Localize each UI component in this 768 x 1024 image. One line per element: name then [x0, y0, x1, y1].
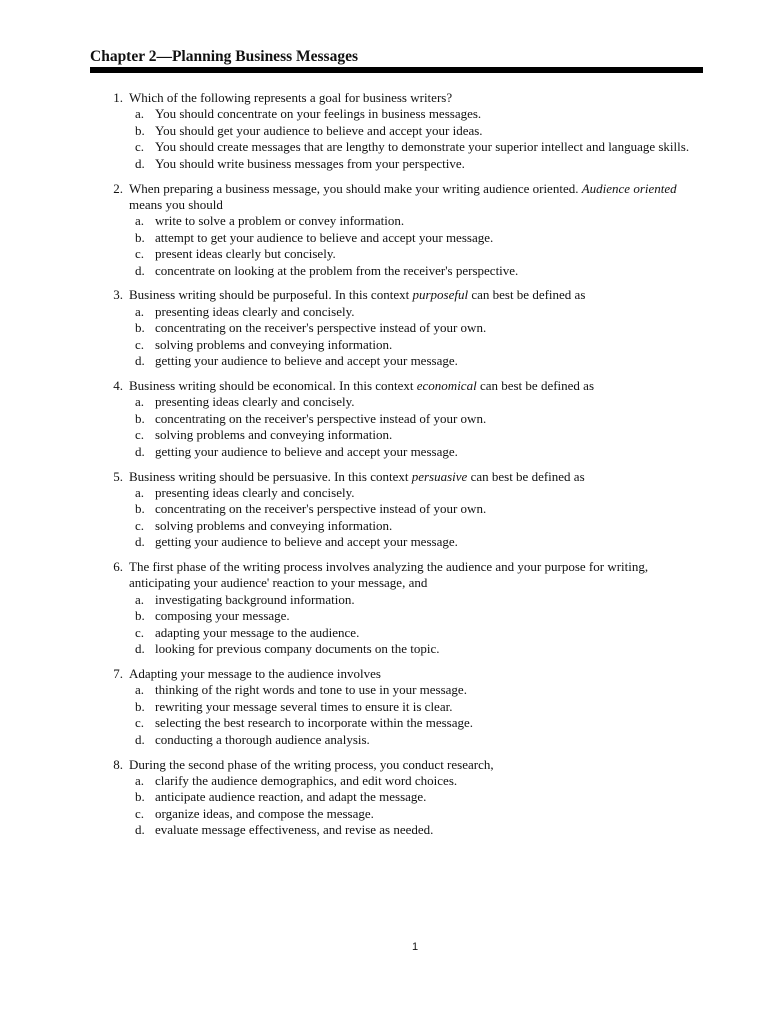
option-letter-text: b.	[135, 789, 145, 805]
answer-option	[90, 732, 703, 748]
stem-term-italic: Audience oriented	[581, 180, 677, 196]
option-letter	[90, 789, 155, 805]
stem-term-italic: economical	[416, 378, 477, 393]
question-number-text: 8.	[113, 756, 123, 772]
question-number-text: 3.	[113, 287, 123, 303]
option-text: You should concentrate on your feelings in business messages.	[155, 106, 482, 122]
option-letter-text: b.	[135, 410, 145, 426]
option-letter	[90, 123, 155, 139]
option-letter-text: a.	[135, 213, 145, 229]
answer-option	[90, 156, 703, 172]
answer-option	[90, 230, 703, 246]
option-text: conducting a thorough audience analysis.	[155, 731, 370, 747]
stem-text: Which of the following represents a goal for business writers?	[129, 90, 453, 105]
option-letter-text: c.	[135, 246, 145, 262]
option-letter-text: c.	[135, 715, 145, 731]
stem-text: When preparing a business message, you should make your writing audience oriented.	[129, 180, 582, 196]
question-row	[90, 378, 703, 394]
option-letter-text: a.	[135, 772, 145, 788]
option-letter	[90, 427, 155, 443]
answer-option	[90, 139, 703, 155]
stem-text: can best be defined as	[476, 378, 594, 393]
page-header	[90, 48, 703, 73]
question-number	[90, 469, 129, 485]
option-letter-text: a.	[135, 484, 145, 500]
answer-option	[90, 394, 703, 410]
option-letter	[90, 353, 155, 369]
option-list	[90, 394, 703, 460]
stem-text: can best be defined as	[467, 468, 585, 484]
option-letter-text: c.	[135, 427, 145, 443]
option-letter	[90, 213, 155, 229]
option-text: solving problems and conveying information.	[155, 427, 393, 443]
stem-term-italic: purposeful	[412, 287, 469, 303]
stem-text: Business writing should be purposeful. In this context	[129, 287, 413, 303]
option-text: anticipate audience reaction, and adapt the message.	[155, 789, 427, 805]
option-letter-text: d.	[135, 443, 145, 459]
option-letter-text: a.	[135, 591, 145, 607]
option-text: concentrate on looking at the problem from the receiver's perspective.	[155, 262, 519, 278]
option-letter	[90, 715, 155, 731]
answer-option	[90, 411, 703, 427]
question-stem	[129, 181, 703, 214]
option-text: presenting ideas clearly and concisely.	[155, 303, 355, 319]
option-letter-text: b.	[135, 608, 145, 624]
option-letter	[90, 501, 155, 517]
option-letter-text: b.	[135, 698, 145, 714]
option-text: organize ideas, and compose the message.	[155, 805, 374, 821]
answer-option	[90, 592, 703, 608]
answer-option	[90, 106, 703, 122]
answer-option	[90, 641, 703, 657]
option-letter	[90, 773, 155, 789]
stem-text: Business writing should be economical. In this context	[129, 378, 417, 393]
option-text: You should create messages that are lengthy to demonstrate your superior intellect and language skills.	[155, 139, 690, 155]
stem-term-italic: persuasive	[411, 468, 468, 484]
option-letter-text: a.	[135, 106, 145, 122]
question-number-text: 2.	[113, 180, 123, 196]
option-list	[90, 773, 703, 839]
option-letter	[90, 246, 155, 262]
option-letter-text: b.	[135, 320, 145, 336]
option-list	[90, 592, 703, 658]
option-letter-text: d.	[135, 262, 145, 278]
option-letter	[90, 106, 155, 122]
option-letter-text: a.	[135, 394, 145, 410]
option-letter-text: d.	[135, 822, 145, 838]
answer-option	[90, 625, 703, 641]
option-letter	[90, 411, 155, 427]
answer-option	[90, 337, 703, 353]
question-stem	[129, 559, 703, 592]
question-stem	[129, 469, 703, 485]
answer-option	[90, 699, 703, 715]
question-stem	[129, 287, 703, 303]
option-letter-text: c.	[135, 624, 145, 640]
question-number-text: 1.	[113, 90, 123, 105]
question-1	[90, 90, 703, 172]
option-text: getting your audience to believe and accept your message.	[155, 443, 458, 459]
answer-option	[90, 789, 703, 805]
answer-option	[90, 213, 703, 229]
question-number-text: 4.	[113, 378, 123, 393]
stem-text: can best be defined as	[468, 287, 586, 303]
stem-text: Business writing should be persuasive. In this context	[129, 468, 412, 484]
question-list	[90, 90, 703, 847]
answer-option	[90, 485, 703, 501]
option-letter	[90, 641, 155, 657]
option-text: presenting ideas clearly and concisely.	[155, 394, 355, 410]
option-letter-text: d.	[135, 534, 145, 550]
option-text: concentrating on the receiver's perspective instead of your own.	[155, 410, 487, 426]
answer-option	[90, 427, 703, 443]
option-text: getting your audience to believe and accept your message.	[155, 353, 458, 369]
answer-option	[90, 682, 703, 698]
answer-option	[90, 715, 703, 731]
question-7	[90, 666, 703, 748]
option-letter	[90, 518, 155, 534]
option-text: investigating background information.	[155, 591, 355, 607]
option-letter-text: b.	[135, 501, 145, 517]
option-letter	[90, 534, 155, 550]
question-stem	[129, 666, 703, 682]
question-row	[90, 90, 703, 106]
question-number-text: 7.	[113, 666, 123, 681]
question-row	[90, 559, 703, 592]
option-letter-text: a.	[135, 303, 145, 319]
option-letter	[90, 320, 155, 336]
option-text: You should write business messages from your perspective.	[155, 155, 465, 171]
option-list	[90, 106, 703, 172]
option-letter	[90, 230, 155, 246]
option-letter	[90, 732, 155, 748]
question-row	[90, 666, 703, 682]
option-text: thinking of the right words and tone to use in your message.	[155, 682, 467, 698]
question-number	[90, 90, 129, 106]
option-text: You should get your audience to believe and accept your ideas.	[155, 122, 483, 138]
option-letter-text: c.	[135, 336, 145, 352]
answer-option	[90, 353, 703, 369]
answer-option	[90, 304, 703, 320]
option-text: clarify the audience demographics, and edit word choices.	[155, 772, 458, 788]
option-text: looking for previous company documents on the topic.	[155, 641, 440, 657]
option-letter	[90, 444, 155, 460]
stem-text: means you should	[129, 196, 223, 212]
question-stem	[129, 90, 703, 106]
question-row	[90, 757, 703, 773]
question-8	[90, 757, 703, 839]
question-row	[90, 181, 703, 214]
option-list	[90, 682, 703, 748]
option-text: solving problems and conveying information.	[155, 336, 393, 352]
answer-option	[90, 123, 703, 139]
option-letter-text: a.	[135, 682, 145, 698]
stem-text: During the second phase of the writing process, you conduct research,	[129, 756, 494, 772]
question-number	[90, 757, 129, 773]
answer-option	[90, 263, 703, 279]
option-letter-text: d.	[135, 353, 145, 369]
option-list	[90, 485, 703, 551]
stem-text: Adapting your message to the audience involves	[129, 666, 381, 681]
option-list	[90, 304, 703, 370]
option-letter	[90, 699, 155, 715]
option-text: presenting ideas clearly and concisely.	[155, 484, 355, 500]
option-letter	[90, 682, 155, 698]
option-text: composing your message.	[155, 608, 290, 624]
option-text: rewriting your message several times to ensure it is clear.	[155, 698, 453, 714]
header-rule	[90, 67, 703, 73]
answer-option	[90, 806, 703, 822]
option-letter	[90, 822, 155, 838]
page-number: 1	[411, 941, 419, 953]
option-text: concentrating on the receiver's perspective instead of your own.	[155, 501, 487, 517]
option-letter	[90, 806, 155, 822]
question-number	[90, 559, 129, 592]
option-letter	[90, 592, 155, 608]
option-letter	[90, 139, 155, 155]
answer-option	[90, 444, 703, 460]
answer-option	[90, 534, 703, 550]
option-letter-text: b.	[135, 122, 145, 138]
question-stem	[129, 378, 703, 394]
option-text: selecting the best research to incorporate within the message.	[155, 715, 474, 731]
option-letter-text: c.	[135, 139, 145, 155]
question-2	[90, 181, 703, 279]
question-4	[90, 378, 703, 460]
option-text: present ideas clearly but concisely.	[155, 246, 336, 262]
option-letter-text: c.	[135, 517, 145, 533]
option-letter-text: d.	[135, 731, 145, 747]
question-row	[90, 469, 703, 485]
option-text: solving problems and conveying information.	[155, 517, 393, 533]
question-number	[90, 181, 129, 214]
answer-option	[90, 773, 703, 789]
option-letter	[90, 625, 155, 641]
question-stem	[129, 757, 703, 773]
option-letter	[90, 608, 155, 624]
option-letter	[90, 304, 155, 320]
question-5	[90, 469, 703, 551]
option-text: getting your audience to believe and accept your message.	[155, 534, 458, 550]
option-text: write to solve a problem or convey information.	[155, 213, 405, 229]
option-letter	[90, 485, 155, 501]
option-letter-text: b.	[135, 229, 145, 245]
answer-option	[90, 608, 703, 624]
question-3	[90, 287, 703, 369]
question-number-text: 6.	[113, 559, 123, 575]
option-text: evaluate message effectiveness, and revise as needed.	[155, 822, 434, 838]
chapter-title: Chapter 2—Planning Business Messages	[90, 48, 358, 65]
question-number	[90, 287, 129, 303]
question-number-text: 5.	[113, 468, 123, 484]
option-list	[90, 213, 703, 279]
option-letter	[90, 263, 155, 279]
question-6	[90, 559, 703, 657]
option-letter	[90, 337, 155, 353]
stem-text: The first phase of the writing process involves analyzing the audience and your purpose for writing, anticipating your audience' reaction to your message, and	[129, 559, 649, 591]
question-row	[90, 287, 703, 303]
question-number	[90, 666, 129, 682]
answer-option	[90, 246, 703, 262]
answer-option	[90, 501, 703, 517]
option-letter-text: c.	[135, 805, 145, 821]
option-text: attempt to get your audience to believe and accept your message.	[155, 229, 494, 245]
option-text: concentrating on the receiver's perspective instead of your own.	[155, 320, 487, 336]
option-text: adapting your message to the audience.	[155, 624, 360, 640]
option-letter	[90, 394, 155, 410]
answer-option	[90, 320, 703, 336]
option-letter-text: d.	[135, 641, 145, 657]
answer-option	[90, 822, 703, 838]
option-letter-text: d.	[135, 155, 145, 171]
option-letter	[90, 156, 155, 172]
question-number	[90, 378, 129, 394]
answer-option	[90, 518, 703, 534]
